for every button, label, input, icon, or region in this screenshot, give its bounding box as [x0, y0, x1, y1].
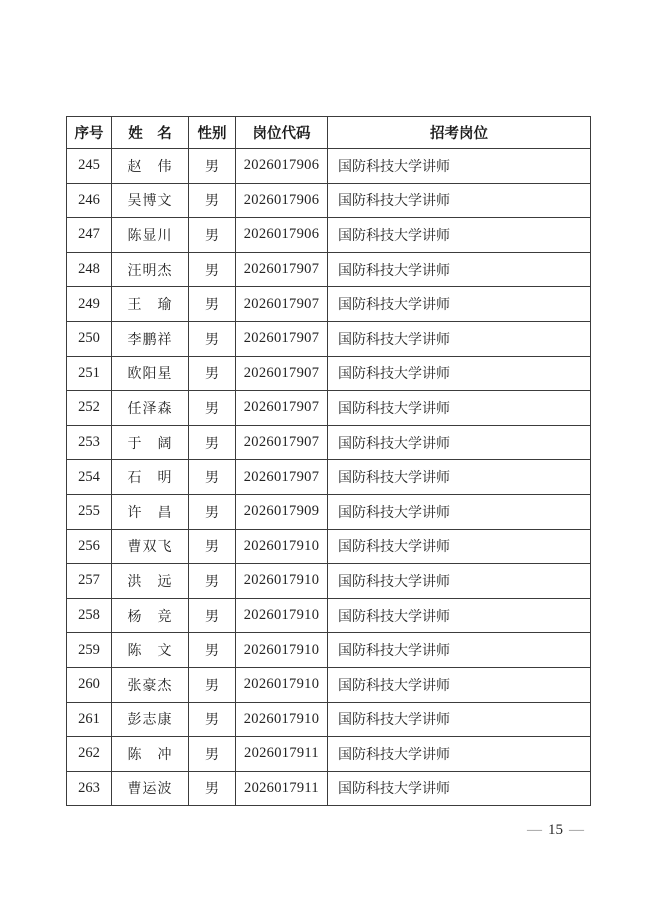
- table-row: [67, 564, 591, 599]
- table-row: [67, 771, 591, 806]
- cell-gender: 男: [189, 737, 236, 772]
- table-row: [67, 667, 591, 702]
- table-row: [67, 633, 591, 668]
- table-row: [67, 598, 591, 633]
- table-header-row: [67, 117, 591, 149]
- table-row: [67, 218, 591, 253]
- header-name: 姓 名: [112, 117, 189, 149]
- cell-position-code: 2026017911: [236, 737, 328, 772]
- cell-name: 洪 远: [112, 564, 189, 599]
- footer-right-dash: —: [569, 822, 584, 838]
- table-row: [67, 702, 591, 737]
- cell-gender: 男: [189, 564, 236, 599]
- cell-name: 陈 冲: [112, 737, 189, 772]
- cell-name: 赵 伟: [112, 149, 189, 184]
- table-row: [67, 425, 591, 460]
- cell-gender: 男: [189, 667, 236, 702]
- cell-serial-number: 257: [67, 564, 112, 599]
- cell-position-code: 2026017910: [236, 564, 328, 599]
- cell-recruitment-position: 国防科技大学讲师: [328, 356, 591, 391]
- cell-name: 陈 文: [112, 633, 189, 668]
- cell-position-code: 2026017907: [236, 391, 328, 426]
- cell-serial-number: 261: [67, 702, 112, 737]
- cell-gender: 男: [189, 218, 236, 253]
- cell-position-code: 2026017907: [236, 287, 328, 322]
- table-row: [67, 149, 591, 184]
- cell-name: 任泽森: [112, 391, 189, 426]
- table-row: [67, 460, 591, 495]
- cell-serial-number: 250: [67, 321, 112, 356]
- cell-gender: 男: [189, 633, 236, 668]
- table-row: [67, 252, 591, 287]
- header-recruitment-position: 招考岗位: [328, 117, 591, 149]
- cell-name: 吴博文: [112, 183, 189, 218]
- cell-gender: 男: [189, 425, 236, 460]
- table-body: [67, 149, 591, 806]
- cell-recruitment-position: 国防科技大学讲师: [328, 771, 591, 806]
- cell-serial-number: 251: [67, 356, 112, 391]
- cell-serial-number: 259: [67, 633, 112, 668]
- cell-name: 彭志康: [112, 702, 189, 737]
- cell-position-code: 2026017906: [236, 149, 328, 184]
- cell-gender: 男: [189, 149, 236, 184]
- cell-gender: 男: [189, 321, 236, 356]
- cell-serial-number: 248: [67, 252, 112, 287]
- cell-gender: 男: [189, 460, 236, 495]
- cell-position-code: 2026017910: [236, 633, 328, 668]
- table-row: [67, 287, 591, 322]
- cell-name: 许 昌: [112, 494, 189, 529]
- cell-position-code: 2026017911: [236, 771, 328, 806]
- cell-recruitment-position: 国防科技大学讲师: [328, 149, 591, 184]
- table-row: [67, 529, 591, 564]
- table-row: [67, 356, 591, 391]
- cell-recruitment-position: 国防科技大学讲师: [328, 633, 591, 668]
- table-row: [67, 183, 591, 218]
- cell-position-code: 2026017910: [236, 598, 328, 633]
- header-position-code: 岗位代码: [236, 117, 328, 149]
- page-number-footer: [0, 822, 590, 839]
- cell-name: 杨 竞: [112, 598, 189, 633]
- footer-left-dash: —: [527, 822, 542, 838]
- cell-position-code: 2026017910: [236, 667, 328, 702]
- cell-recruitment-position: 国防科技大学讲师: [328, 494, 591, 529]
- table-row: [67, 737, 591, 772]
- cell-gender: 男: [189, 529, 236, 564]
- cell-name: 于 阔: [112, 425, 189, 460]
- cell-position-code: 2026017907: [236, 356, 328, 391]
- cell-serial-number: 263: [67, 771, 112, 806]
- cell-gender: 男: [189, 356, 236, 391]
- cell-serial-number: 249: [67, 287, 112, 322]
- cell-gender: 男: [189, 391, 236, 426]
- cell-serial-number: 247: [67, 218, 112, 253]
- cell-name: 曹运波: [112, 771, 189, 806]
- cell-position-code: 2026017906: [236, 218, 328, 253]
- cell-serial-number: 245: [67, 149, 112, 184]
- table-row: [67, 494, 591, 529]
- cell-serial-number: 258: [67, 598, 112, 633]
- cell-name: 曹双飞: [112, 529, 189, 564]
- cell-position-code: 2026017910: [236, 529, 328, 564]
- cell-serial-number: 260: [67, 667, 112, 702]
- cell-gender: 男: [189, 771, 236, 806]
- header-gender: 性别: [189, 117, 236, 149]
- cell-name: 李鹏祥: [112, 321, 189, 356]
- cell-name: 王 瑜: [112, 287, 189, 322]
- cell-gender: 男: [189, 598, 236, 633]
- cell-gender: 男: [189, 252, 236, 287]
- cell-recruitment-position: 国防科技大学讲师: [328, 564, 591, 599]
- table-row: [67, 321, 591, 356]
- cell-recruitment-position: 国防科技大学讲师: [328, 667, 591, 702]
- cell-position-code: 2026017906: [236, 183, 328, 218]
- cell-gender: 男: [189, 183, 236, 218]
- cell-name: 欧阳星: [112, 356, 189, 391]
- cell-recruitment-position: 国防科技大学讲师: [328, 183, 591, 218]
- table-row: [67, 391, 591, 426]
- cell-serial-number: 262: [67, 737, 112, 772]
- cell-serial-number: 256: [67, 529, 112, 564]
- cell-gender: 男: [189, 702, 236, 737]
- cell-position-code: 2026017907: [236, 460, 328, 495]
- cell-serial-number: 246: [67, 183, 112, 218]
- cell-gender: 男: [189, 287, 236, 322]
- cell-name: 张豪杰: [112, 667, 189, 702]
- cell-serial-number: 252: [67, 391, 112, 426]
- cell-name: 陈显川: [112, 218, 189, 253]
- cell-serial-number: 254: [67, 460, 112, 495]
- cell-name: 石 明: [112, 460, 189, 495]
- cell-recruitment-position: 国防科技大学讲师: [328, 321, 591, 356]
- cell-recruitment-position: 国防科技大学讲师: [328, 702, 591, 737]
- cell-position-code: 2026017907: [236, 252, 328, 287]
- cell-recruitment-position: 国防科技大学讲师: [328, 598, 591, 633]
- cell-position-code: 2026017909: [236, 494, 328, 529]
- cell-recruitment-position: 国防科技大学讲师: [328, 460, 591, 495]
- cell-serial-number: 253: [67, 425, 112, 460]
- cell-recruitment-position: 国防科技大学讲师: [328, 737, 591, 772]
- cell-serial-number: 255: [67, 494, 112, 529]
- cell-position-code: 2026017907: [236, 321, 328, 356]
- cell-recruitment-position: 国防科技大学讲师: [328, 218, 591, 253]
- cell-name: 汪明杰: [112, 252, 189, 287]
- cell-recruitment-position: 国防科技大学讲师: [328, 287, 591, 322]
- cell-position-code: 2026017907: [236, 425, 328, 460]
- cell-recruitment-position: 国防科技大学讲师: [328, 391, 591, 426]
- cell-recruitment-position: 国防科技大学讲师: [328, 252, 591, 287]
- page-number: 15: [548, 822, 563, 838]
- cell-recruitment-position: 国防科技大学讲师: [328, 425, 591, 460]
- cell-position-code: 2026017910: [236, 702, 328, 737]
- header-serial-number: 序号: [67, 117, 112, 149]
- recruitment-roster-table: [66, 116, 591, 806]
- cell-recruitment-position: 国防科技大学讲师: [328, 529, 591, 564]
- cell-gender: 男: [189, 494, 236, 529]
